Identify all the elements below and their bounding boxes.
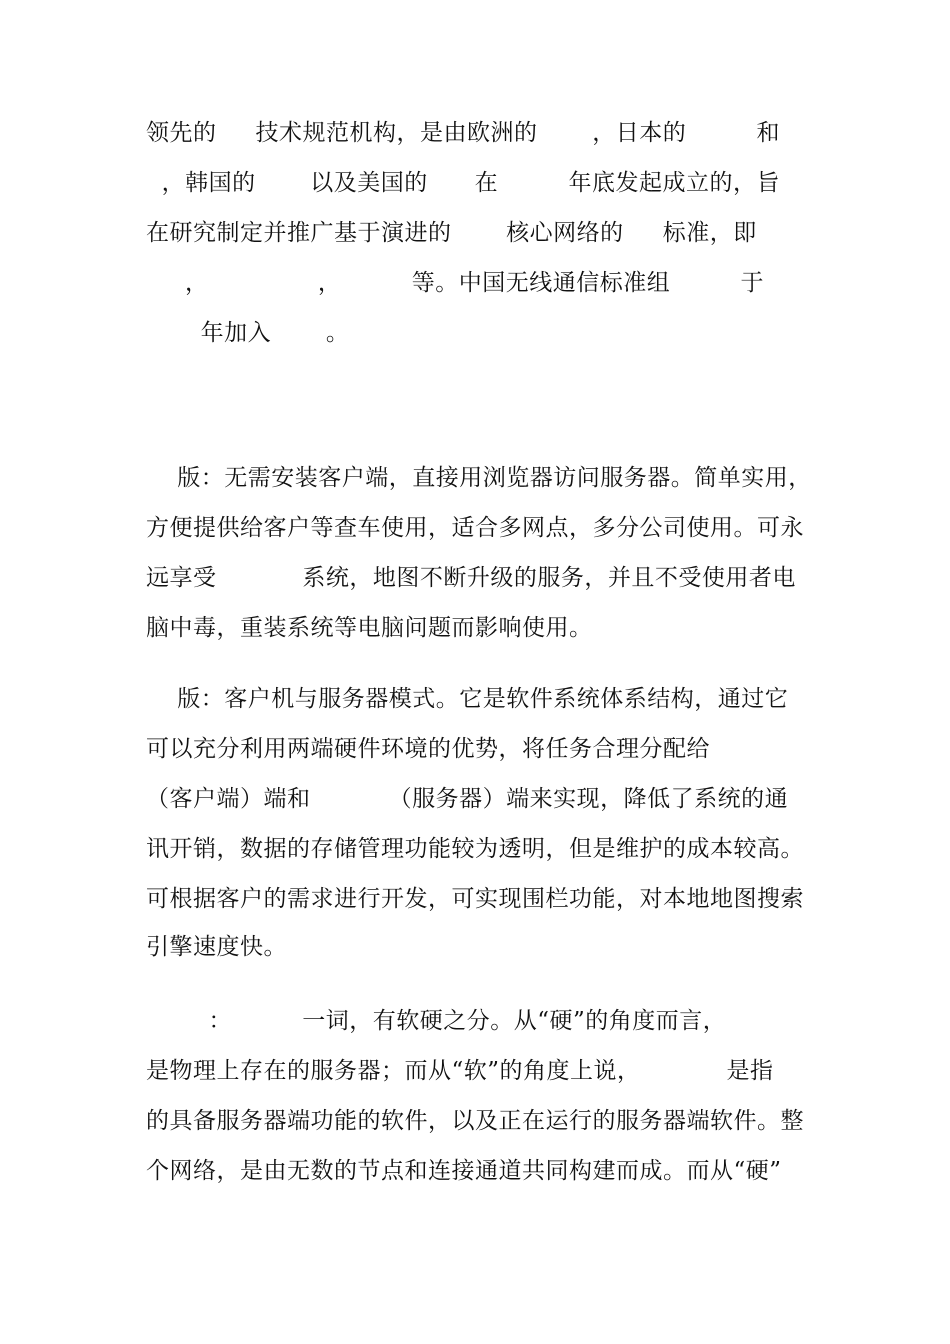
paragraph-3-line-5: 可根据客户的需求进行开发，可实现围栏功能，对本地地图搜索	[146, 886, 804, 912]
paragraph-4-line-2: 是物理上存在的服务器；而从“软”的角度上说， 是指	[146, 1058, 774, 1084]
paragraph-3-line-4: 讯开销，数据的存储管理功能较为透明，但是维护的成本较高。	[146, 836, 804, 862]
paragraph-2-line-4: 脑中毒，重装系统等电脑问题而影响使用。	[146, 615, 593, 641]
paragraph-1-line-5: 年加入 。	[146, 320, 350, 346]
paragraph-3-line-6: 引擎速度快。	[146, 934, 287, 960]
paragraph-4-line-1: ： 一词，有软硬之分。从“硬”的角度而言，	[146, 1008, 727, 1034]
paragraph-1-line-4: ， ， 等。中国无线通信标准组 于	[146, 270, 765, 296]
paragraph-4-line-4: 个网络，是由无数的节点和连接通道共同构建而成。而从“硬”	[146, 1158, 782, 1184]
paragraph-3-line-3: （客户端）端和 （服务器）端来实现，降低了系统的通	[146, 786, 789, 812]
paragraph-2-line-2: 方便提供给客户等查车使用，适合多网点，多分公司使用。可永	[146, 515, 804, 541]
paragraph-1-line-1: 领先的 技术规范机构，是由欧洲的 ，日本的 和	[146, 120, 781, 146]
paragraph-3-line-1: 版：客户机与服务器模式。它是软件系统体系结构，通过它	[146, 686, 789, 712]
paragraph-2-line-3: 远享受 系统，地图不断升级的服务，并且不受使用者电	[146, 565, 796, 591]
paragraph-2-line-1: 版：无需安装客户端，直接用浏览器访问服务器。简单实用，	[146, 465, 812, 491]
paragraph-3-line-2: 可以充分利用两端硬件环境的优势，将任务合理分配给	[146, 736, 710, 762]
paragraph-1-line-2: ，韩国的 以及美国的 在 年底发起成立的，旨	[146, 170, 780, 196]
paragraph-4-line-3: 的具备服务器端功能的软件，以及正在运行的服务器端软件。整	[146, 1108, 804, 1134]
paragraph-1-line-3: 在研究制定并推广基于演进的 核心网络的 标准，即	[146, 220, 757, 246]
